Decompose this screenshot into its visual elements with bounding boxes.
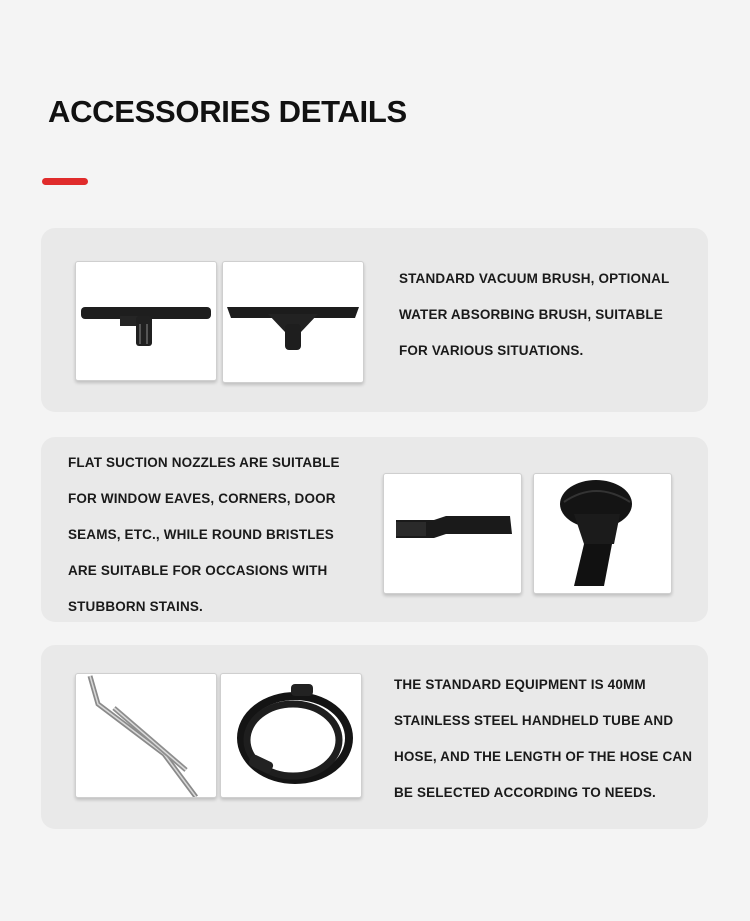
nozzles-description xyxy=(68,445,340,625)
description-line: WATER ABSORBING BRUSH, SUITABLE xyxy=(399,307,663,322)
stainless-steel-tubes-image xyxy=(75,673,217,798)
description-line: ARE SUITABLE FOR OCCASIONS WITH xyxy=(68,563,328,578)
accessory-card-tubes xyxy=(41,645,708,829)
description-line: FOR WINDOW EAVES, CORNERS, DOOR xyxy=(68,491,336,506)
description-line: THE STANDARD EQUIPMENT IS 40MM xyxy=(394,677,646,692)
description-line: FOR VARIOUS SITUATIONS. xyxy=(399,343,584,358)
page-title: ACCESSORIES DETAILS xyxy=(48,94,407,129)
accessory-card-brushes xyxy=(41,228,708,412)
description-line: STUBBORN STAINS. xyxy=(68,599,203,614)
description-line: BE SELECTED ACCORDING TO NEEDS. xyxy=(394,785,656,800)
description-line: STAINLESS STEEL HANDHELD TUBE AND xyxy=(394,713,674,728)
description-line: SEAMS, ETC., WHILE ROUND BRISTLES xyxy=(68,527,334,542)
description-line: FLAT SUCTION NOZZLES ARE SUITABLE xyxy=(68,455,340,470)
title-accent-bar xyxy=(42,178,88,185)
brushes-description xyxy=(399,261,669,369)
description-line: STANDARD VACUUM BRUSH, OPTIONAL xyxy=(399,271,670,286)
coiled-hose-image xyxy=(220,673,362,798)
round-bristle-brush-image xyxy=(533,473,672,594)
water-absorbing-brush-image xyxy=(222,261,364,383)
description-line: HOSE, AND THE LENGTH OF THE HOSE CAN xyxy=(394,749,693,764)
tubes-description xyxy=(394,667,692,811)
accessory-card-nozzles xyxy=(41,437,708,622)
vacuum-brush-front-image xyxy=(75,261,217,381)
flat-suction-nozzle-image xyxy=(383,473,522,594)
